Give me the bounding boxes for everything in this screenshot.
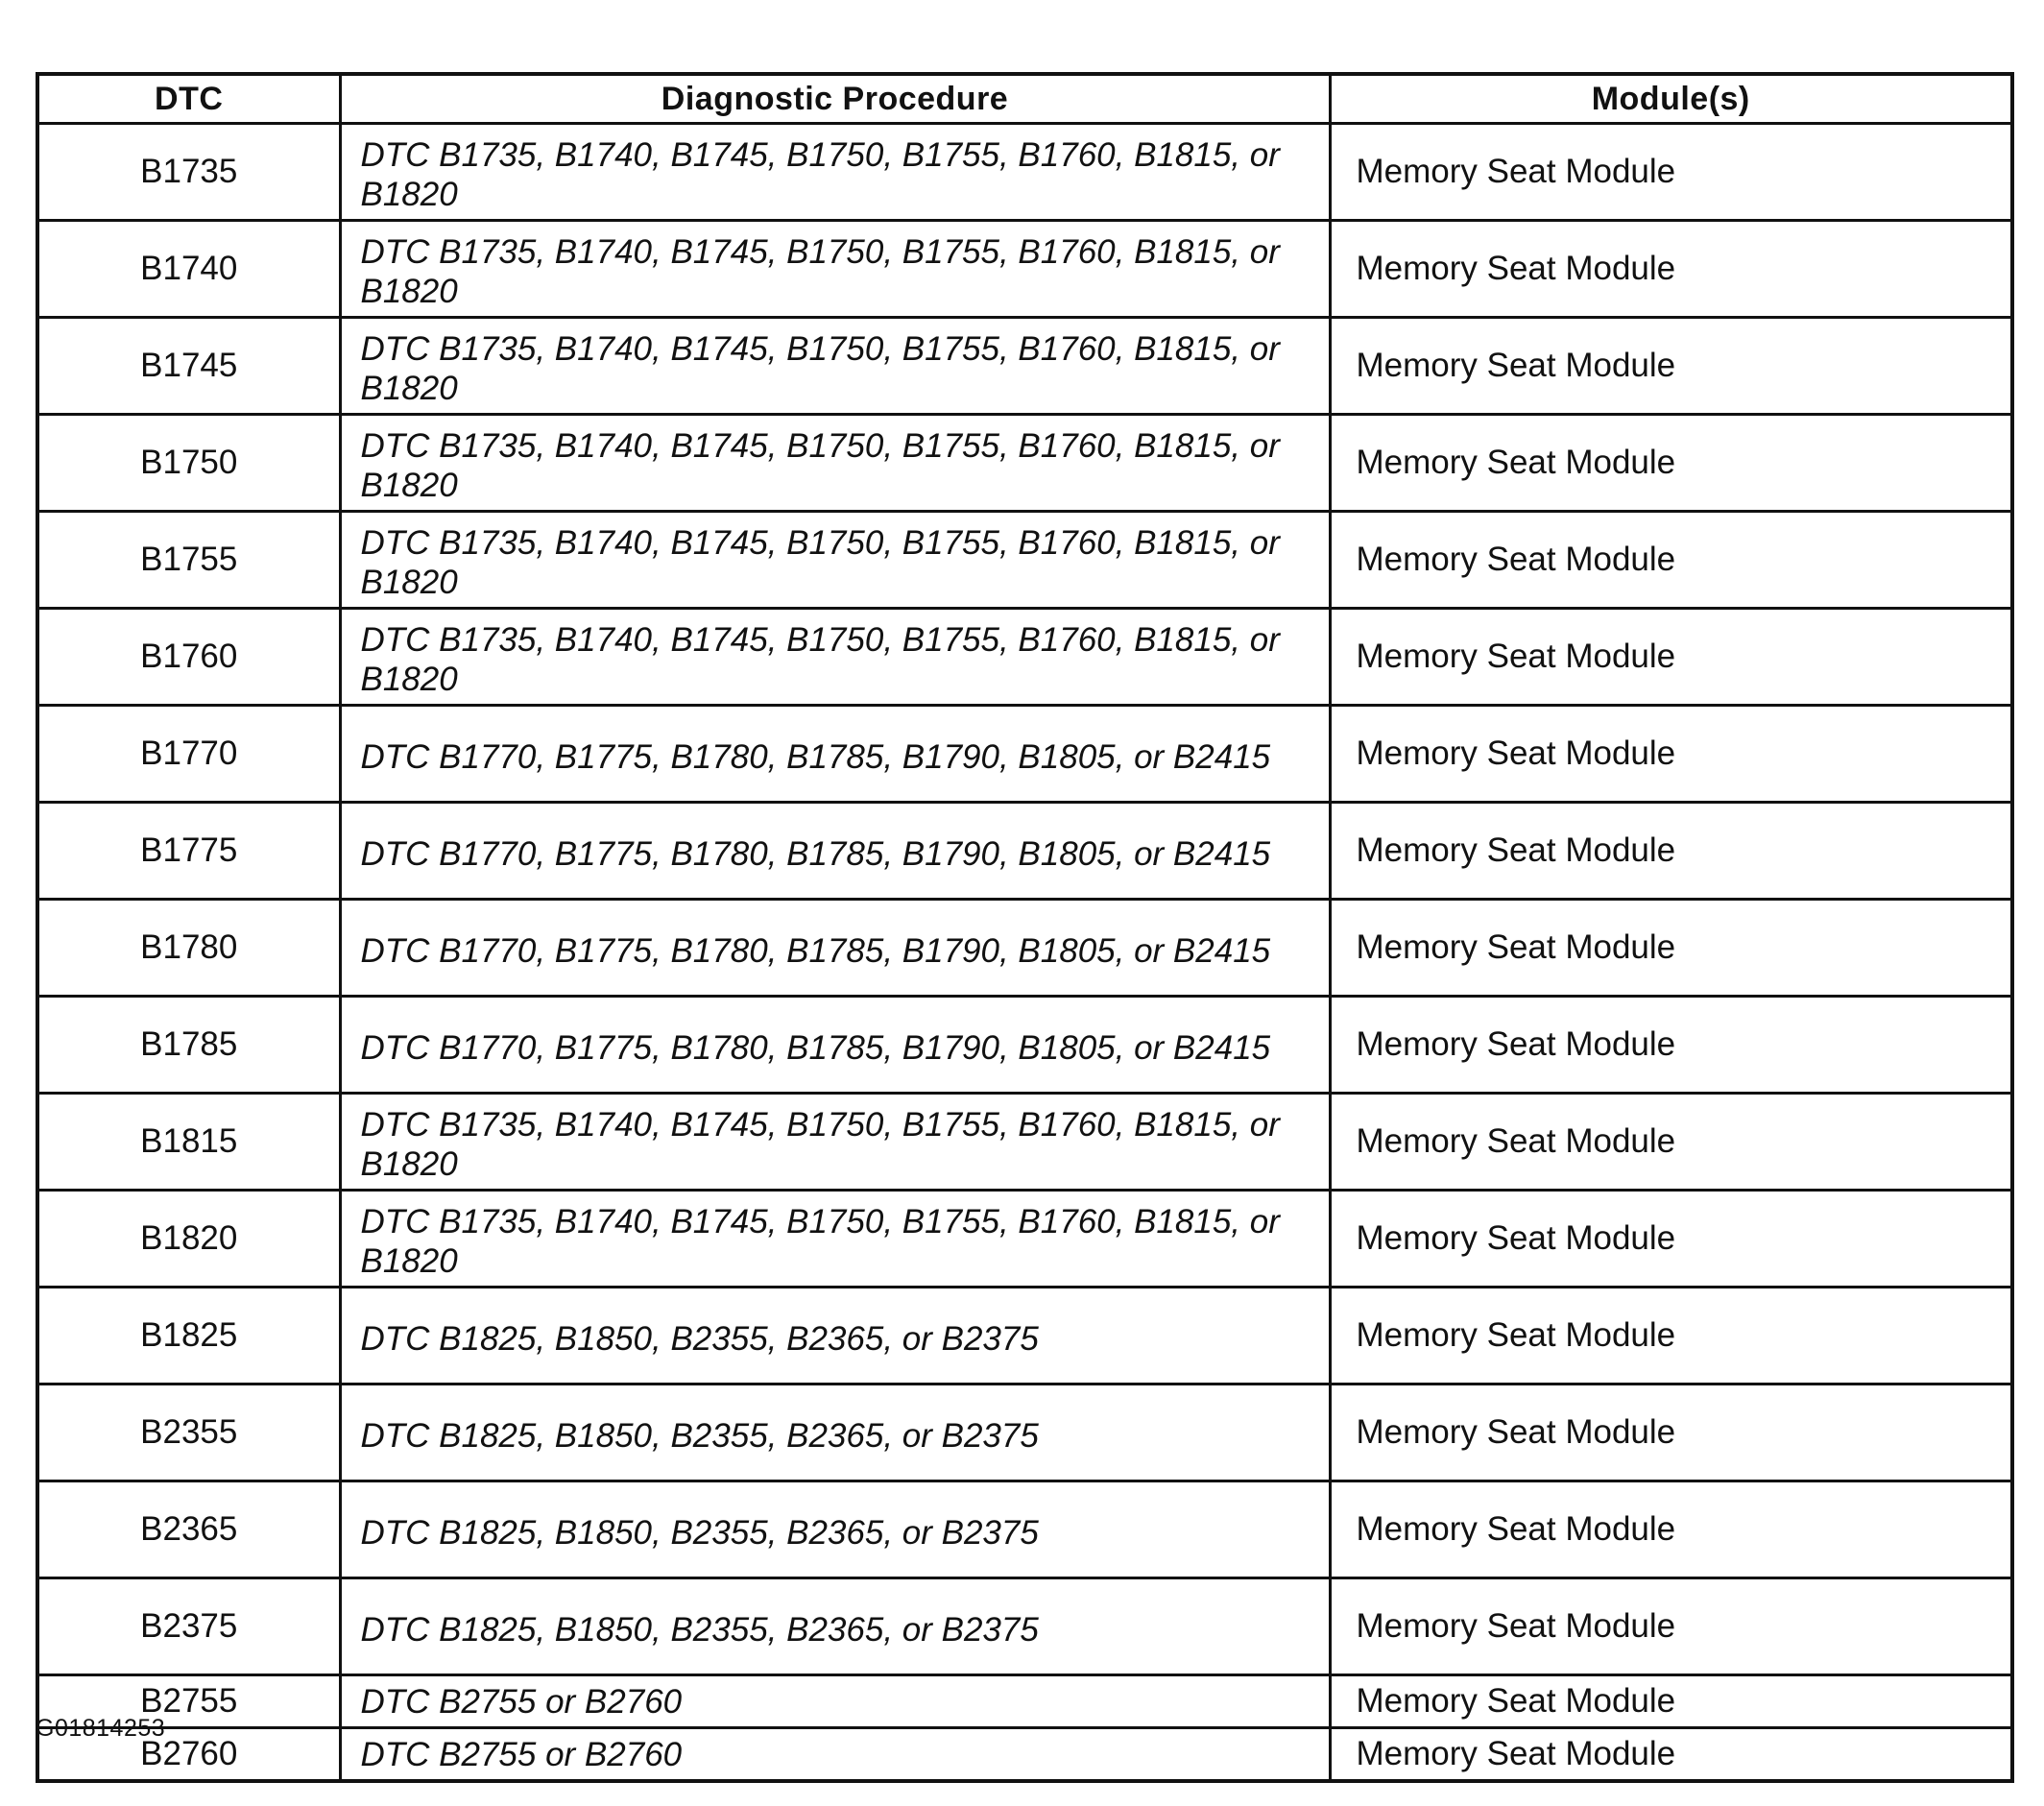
procedure-cell: DTC B1825, B1850, B2355, B2365, or B2375 bbox=[340, 1385, 1330, 1481]
dtc-cell: B1745 bbox=[37, 318, 340, 415]
table-row bbox=[37, 415, 2012, 512]
procedure-cell: DTC B1735, B1740, B1745, B1750, B1755, B1760, B1815, or B1820 bbox=[340, 1094, 1330, 1191]
procedure-cell: DTC B1770, B1775, B1780, B1785, B1790, B1805, or B2415 bbox=[340, 997, 1330, 1094]
module-cell: Memory Seat Module bbox=[1330, 900, 2012, 997]
procedure-cell: DTC B1735, B1740, B1745, B1750, B1755, B1760, B1815, or B1820 bbox=[340, 512, 1330, 609]
module-cell: Memory Seat Module bbox=[1330, 512, 2012, 609]
dtc-cell: B2755 bbox=[37, 1675, 340, 1728]
procedure-cell: DTC B1825, B1850, B2355, B2365, or B2375 bbox=[340, 1481, 1330, 1578]
module-cell: Memory Seat Module bbox=[1330, 1481, 2012, 1578]
module-cell: Memory Seat Module bbox=[1330, 415, 2012, 512]
table-row bbox=[37, 706, 2012, 803]
procedure-cell: DTC B1770, B1775, B1780, B1785, B1790, B1805, or B2415 bbox=[340, 803, 1330, 900]
dtc-cell: B1755 bbox=[37, 512, 340, 609]
procedure-cell: DTC B2755 or B2760 bbox=[340, 1675, 1330, 1728]
table-row bbox=[37, 1578, 2012, 1675]
module-cell: Memory Seat Module bbox=[1330, 1675, 2012, 1728]
procedure-cell: DTC B2755 or B2760 bbox=[340, 1728, 1330, 1782]
dtc-cell: B2760 bbox=[37, 1728, 340, 1782]
table-row bbox=[37, 1094, 2012, 1191]
procedure-cell: DTC B1735, B1740, B1745, B1750, B1755, B1760, B1815, or B1820 bbox=[340, 318, 1330, 415]
procedure-cell: DTC B1770, B1775, B1780, B1785, B1790, B1805, or B2415 bbox=[340, 706, 1330, 803]
dtc-cell: B2365 bbox=[37, 1481, 340, 1578]
dtc-cell: B2375 bbox=[37, 1578, 340, 1675]
dtc-cell: B1770 bbox=[37, 706, 340, 803]
dtc-cell: B1785 bbox=[37, 997, 340, 1094]
procedure-cell: DTC B1735, B1740, B1745, B1750, B1755, B1760, B1815, or B1820 bbox=[340, 221, 1330, 318]
procedure-cell: DTC B1735, B1740, B1745, B1750, B1755, B1760, B1815, or B1820 bbox=[340, 415, 1330, 512]
module-cell: Memory Seat Module bbox=[1330, 803, 2012, 900]
header-diagnostic-procedure: Diagnostic Procedure bbox=[340, 74, 1330, 124]
table-row bbox=[37, 609, 2012, 706]
dtc-cell: B1815 bbox=[37, 1094, 340, 1191]
procedure-cell: DTC B1825, B1850, B2355, B2365, or B2375 bbox=[340, 1288, 1330, 1385]
table-row bbox=[37, 512, 2012, 609]
table-row bbox=[37, 1481, 2012, 1578]
table-row bbox=[37, 124, 2012, 221]
table-row bbox=[37, 1288, 2012, 1385]
module-cell: Memory Seat Module bbox=[1330, 318, 2012, 415]
dtc-cell: B1740 bbox=[37, 221, 340, 318]
procedure-cell: DTC B1735, B1740, B1745, B1750, B1755, B1760, B1815, or B1820 bbox=[340, 609, 1330, 706]
table-row bbox=[37, 1191, 2012, 1288]
module-cell: Memory Seat Module bbox=[1330, 1578, 2012, 1675]
dtc-cell: B1780 bbox=[37, 900, 340, 997]
dtc-cell: B1750 bbox=[37, 415, 340, 512]
module-cell: Memory Seat Module bbox=[1330, 221, 2012, 318]
module-cell: Memory Seat Module bbox=[1330, 706, 2012, 803]
procedure-cell: DTC B1735, B1740, B1745, B1750, B1755, B1760, B1815, or B1820 bbox=[340, 124, 1330, 221]
table-row bbox=[37, 1675, 2012, 1728]
header-dtc: DTC bbox=[37, 74, 340, 124]
table-row bbox=[37, 997, 2012, 1094]
module-cell: Memory Seat Module bbox=[1330, 1385, 2012, 1481]
table-header-row bbox=[37, 74, 2012, 124]
table-row bbox=[37, 1728, 2012, 1782]
procedure-cell: DTC B1770, B1775, B1780, B1785, B1790, B1805, or B2415 bbox=[340, 900, 1330, 997]
dtc-cell: B1760 bbox=[37, 609, 340, 706]
module-cell: Memory Seat Module bbox=[1330, 1728, 2012, 1782]
figure-id-label: G01814253 bbox=[36, 1715, 166, 1742]
dtc-table bbox=[36, 72, 2014, 1783]
module-cell: Memory Seat Module bbox=[1330, 124, 2012, 221]
dtc-cell: B1820 bbox=[37, 1191, 340, 1288]
module-cell: Memory Seat Module bbox=[1330, 609, 2012, 706]
module-cell: Memory Seat Module bbox=[1330, 1094, 2012, 1191]
procedure-cell: DTC B1735, B1740, B1745, B1750, B1755, B1760, B1815, or B1820 bbox=[340, 1191, 1330, 1288]
table-row bbox=[37, 900, 2012, 997]
dtc-cell: B1735 bbox=[37, 124, 340, 221]
module-cell: Memory Seat Module bbox=[1330, 1288, 2012, 1385]
table-row bbox=[37, 1385, 2012, 1481]
table-row bbox=[37, 221, 2012, 318]
table-row bbox=[37, 803, 2012, 900]
module-cell: Memory Seat Module bbox=[1330, 1191, 2012, 1288]
table-row bbox=[37, 318, 2012, 415]
dtc-cell: B1825 bbox=[37, 1288, 340, 1385]
dtc-cell: B2355 bbox=[37, 1385, 340, 1481]
procedure-cell: DTC B1825, B1850, B2355, B2365, or B2375 bbox=[340, 1578, 1330, 1675]
module-cell: Memory Seat Module bbox=[1330, 997, 2012, 1094]
dtc-cell: B1775 bbox=[37, 803, 340, 900]
header-modules: Module(s) bbox=[1330, 74, 2012, 124]
